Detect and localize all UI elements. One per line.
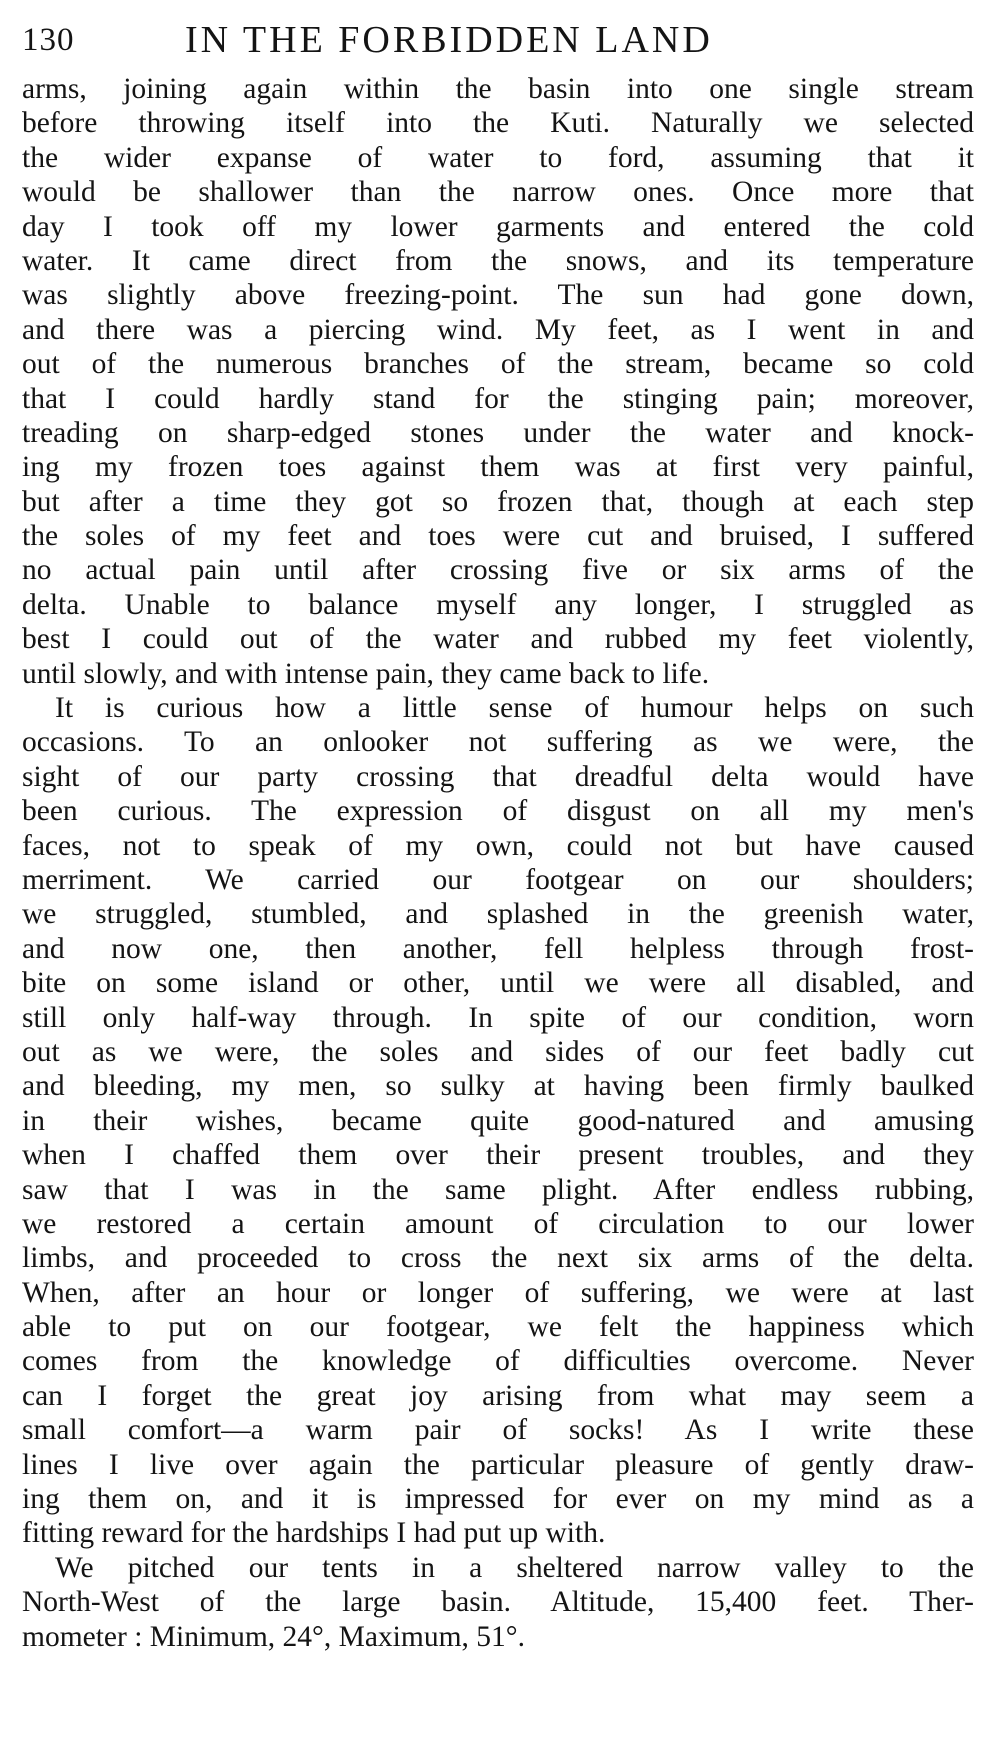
- body-text: [22, 72, 974, 1654]
- text-line: lines I live over again the particular pleasure of gently draw-: [22, 1448, 974, 1481]
- page-number: 130: [22, 22, 75, 58]
- text-line: saw that I was in the same plight. After endless rubbing,: [22, 1173, 974, 1206]
- text-line: can I forget the great joy arising from what may seem a: [22, 1379, 974, 1412]
- text-line: occasions. To an onlooker not suffering as we were, the: [22, 726, 974, 759]
- paragraph: [22, 691, 974, 1551]
- text-line: until slowly, and with intense pain, they came back to life.: [22, 657, 710, 690]
- text-line: small comfort—a warm pair of socks! As I write these: [22, 1414, 974, 1447]
- text-line: limbs, and proceeded to cross the next six arms of the delta.: [22, 1242, 974, 1275]
- text-line: merriment. We carried our footgear on our shoulders;: [22, 863, 974, 896]
- text-line: before throwing itself into the Kuti. Naturally we selected: [22, 107, 974, 140]
- text-line: When, after an hour or longer of suffering, we were at last: [22, 1276, 974, 1309]
- text-line: day I took off my lower garments and entered the cold: [22, 210, 974, 243]
- text-line: no actual pain until after crossing five or six arms of the: [22, 554, 974, 587]
- text-line: in their wishes, became quite good-natured and amusing: [22, 1104, 974, 1137]
- text-line: still only half-way through. In spite of our condition, worn: [22, 1001, 974, 1034]
- text-line: the soles of my feet and toes were cut and bruised, I suffered: [22, 520, 974, 553]
- page-header: [22, 18, 982, 70]
- text-line: North-West of the large basin. Altitude, 15,400 feet. Ther-: [22, 1586, 974, 1619]
- text-line: was slightly above freezing-point. The sun had gone down,: [22, 279, 974, 312]
- text-line: would be shallower than the narrow ones. Once more that: [22, 176, 974, 209]
- text-line: fitting reward for the hardships I had put up with.: [22, 1517, 606, 1550]
- text-line: mometer : Minimum, 24°, Maximum, 51°.: [22, 1620, 525, 1653]
- text-line: out of the numerous branches of the stream, became so cold: [22, 348, 974, 381]
- text-line: we restored a certain amount of circulation to our lower: [22, 1207, 974, 1240]
- text-line: arms, joining again within the basin into one single stream: [22, 73, 974, 105]
- text-line: ing them on, and it is impressed for ever on my mind as a: [22, 1483, 974, 1516]
- text-line: the wider expanse of water to ford, assuming that it: [22, 141, 974, 174]
- text-line: able to put on our footgear, we felt the happiness which: [22, 1311, 974, 1344]
- text-line: delta. Unable to balance myself any longer, I struggled as: [22, 588, 974, 621]
- text-line: that I could hardly stand for the stinging pain; moreover,: [22, 382, 974, 415]
- text-line: we struggled, stumbled, and splashed in the greenish water,: [22, 898, 974, 931]
- paragraph: [22, 72, 974, 691]
- text-line: treading on sharp-edged stones under the water and knock-: [22, 416, 974, 449]
- text-line: faces, not to speak of my own, could not but have caused: [22, 829, 974, 862]
- running-title: IN THE FORBIDDEN LAND: [185, 19, 713, 61]
- text-line: It is curious how a little sense of humour helps on such: [55, 692, 974, 725]
- text-line: comes from the knowledge of difficulties overcome. Never: [22, 1345, 974, 1378]
- text-line: and bleeding, my men, so sulky at having been firmly baulked: [22, 1070, 974, 1103]
- text-line: We pitched our tents in a sheltered narrow valley to the: [55, 1551, 974, 1584]
- text-line: when I chaffed them over their present troubles, and they: [22, 1139, 974, 1172]
- text-line: sight of our party crossing that dreadful delta would have: [22, 760, 974, 793]
- text-line: been curious. The expression of disgust on all my men's: [22, 795, 974, 828]
- text-line: and now one, then another, fell helpless through frost-: [22, 932, 974, 965]
- text-line: out as we were, the soles and sides of our feet badly cut: [22, 1035, 974, 1068]
- text-line: water. It came direct from the snows, and its temperature: [22, 244, 974, 277]
- text-line: best I could out of the water and rubbed my feet violently,: [22, 623, 974, 656]
- text-line: bite on some island or other, until we were all disabled, and: [22, 967, 974, 1000]
- text-line: and there was a piercing wind. My feet, as I went in and: [22, 313, 974, 346]
- text-line: ing my frozen toes against them was at first very painful,: [22, 451, 974, 484]
- paragraph: [22, 1551, 974, 1654]
- text-line: but after a time they got so frozen that, though at each step: [22, 485, 974, 518]
